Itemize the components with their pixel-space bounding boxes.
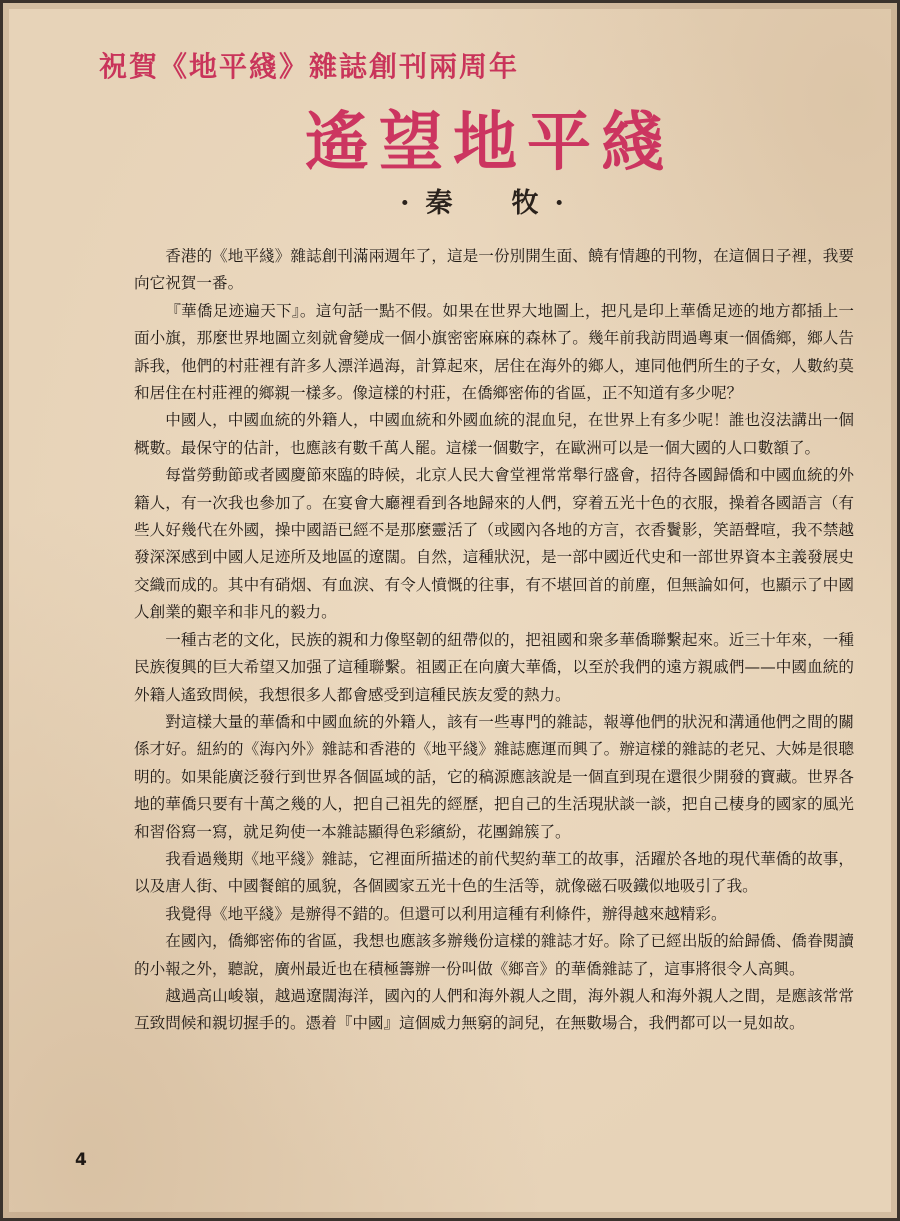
paragraph: 『華僑足迹遍天下』。這句話一點不假。如果在世界大地圖上，把凡是印上華僑足迹的地方都插上一面小旗，那麼世界地圖立刻就會變成一個小旗密密麻麻的森林了。幾年前我訪問過粵東一個僑鄉，鄉人告訴我，他們的村莊裡有許多人漂洋過海，計算起來，居住在海外的鄉人，連同他們所生的子女，人數約莫和居住在村莊裡的鄉親一樣多。像這樣的村莊，在僑鄉密佈的省區，正不知道有多少呢？ xyxy=(134,301,854,403)
article-body xyxy=(134,243,854,1038)
paragraph: 一種古老的文化，民族的親和力像堅韌的紐帶似的，把祖國和衆多華僑聯繫起來。近三十年來，一種民族復興的巨大希望又加强了這種聯繫。祖國正在向廣大華僑，以至於我們的遠方親戚們——中國血統的外籍人遙致問候，我想很多人都會感受到這種民族友愛的熱力。 xyxy=(134,630,854,704)
paragraph: 在國內，僑鄉密佈的省區，我想也應該多辦幾份這樣的雜誌才好。除了已經出版的給歸僑、僑眷閱讀的小報之外，聽說，廣州最近也在積極籌辦一份叫做《鄉音》的華僑雜誌了，這事將很令人高興。 xyxy=(134,932,854,978)
paragraph: 香港的《地平綫》雜誌創刊滿兩週年了，這是一份別開生面、饒有情趣的刊物，在這個日子裡，我要向它祝賀一番。 xyxy=(134,247,854,293)
paragraph: 中國人，中國血統的外籍人，中國血統和外國血統的混血兒，在世界上有多少呢！誰也沒法講出一個概數。最保守的估計，也應該有數千萬人罷。這樣一個數字，在歐洲可以是一個大國的人口數額了。 xyxy=(134,411,854,457)
paragraph: 我看過幾期《地平綫》雜誌，它裡面所描述的前代契約華工的故事，活躍於各地的現代華僑的故事，以及唐人街、中國餐館的風貌，各個國家五光十色的生活等，就像磁石吸鐵似地吸引了我。 xyxy=(134,849,854,896)
paragraph: 越過高山峻嶺，越過遼闊海洋，國內的人們和海外親人之間，海外親人和海外親人之間，是應該常常互致問候和親切握手的。憑着『中國』這個威力無窮的詞兒，在無數場合，我們都可以一見如故。 xyxy=(134,986,854,1033)
author-byline: ·秦 牧· xyxy=(400,188,580,219)
paragraph: 對這樣大量的華僑和中國血統的外籍人，該有一些專門的雜誌，報導他們的狀況和溝通他們之間的關係才好。紐約的《海內外》雜誌和香港的《地平綫》雜誌應運而興了。辦這樣的雜誌的老兄、大姊是很聰明的。如果能廣泛發行到世界各個區域的話，它的稿源應該說是一個直到現在還很少開發的寶藏。世界各地的華僑只要有十萬之幾的人，把自己祖先的經歷，把自己的生活現狀談一談，把自己棲身的國家的風光和習俗寫一寫，就足夠使一本雜誌顯得色彩繽紛，花團錦簇了。 xyxy=(134,712,854,841)
article-title: 遙望地平綫 xyxy=(305,105,675,180)
supertitle: 祝賀《地平綫》雜誌創刊兩周年 xyxy=(99,50,520,83)
page-number: 4 xyxy=(75,1150,87,1170)
paragraph: 我覺得《地平綫》是辦得不錯的。但還可以利用這種有利條件，辦得越來越精彩。 xyxy=(165,904,727,923)
paragraph: 每當勞動節或者國慶節來臨的時候，北京人民大會堂裡常常舉行盛會，招待各國歸僑和中國血統的外籍人，有一次我也參加了。在宴會大廳裡看到各地歸來的人們，穿着五光十色的衣服，操着各國語言（有些人好幾代在外國，操中國語已經不是那麼靈活了（或國內各地的方言，衣香鬢影，笑語聲喧，我不禁越發深深感到中國人足迹所及地區的遼闊。自然，這種狀況，是一部中國近代史和一部世界資本主義發展史交織而成的。其中有硝烟、有血淚、有令人憤慨的往事，有不堪回首的前塵，但無論如何，也顯示了中國人創業的艱辛和非凡的毅力。 xyxy=(134,466,854,622)
